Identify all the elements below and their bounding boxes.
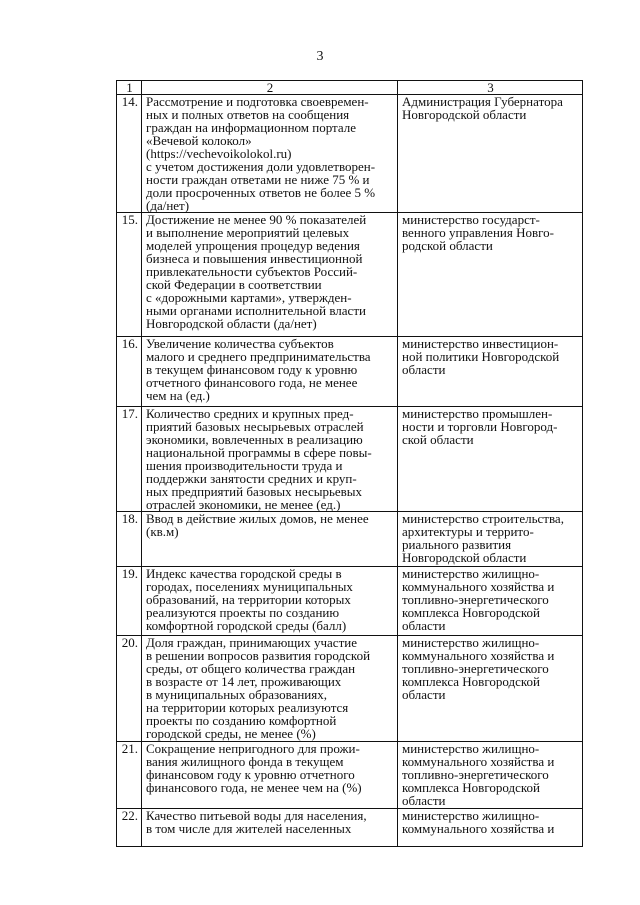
column-header-responsible: 3 bbox=[398, 81, 583, 95]
indicator-text: Ввод в действие жилых домов, не менее (кв.м) bbox=[142, 512, 398, 567]
row-number: 18. bbox=[117, 512, 142, 567]
row-number: 22. bbox=[117, 809, 142, 847]
table-row bbox=[117, 407, 583, 512]
column-header-indicator: 2 bbox=[142, 81, 398, 95]
row-number: 14. bbox=[117, 95, 142, 213]
table-row bbox=[117, 512, 583, 567]
responsible-body: министерство жилищно- коммунального хозяйства и bbox=[398, 809, 583, 847]
row-number: 21. bbox=[117, 742, 142, 809]
table-row bbox=[117, 95, 583, 213]
table-row bbox=[117, 809, 583, 847]
table-row bbox=[117, 636, 583, 742]
table-row bbox=[117, 213, 583, 337]
table-row bbox=[117, 337, 583, 407]
indicator-text: Увеличение количества субъектов малого и среднего предпринимательства в текущем финансовом году к уровню отчетного финансового года, не менее чем на (ед.) bbox=[142, 337, 398, 407]
responsible-body: министерство государст- венного управления Новго- родской области bbox=[398, 213, 583, 337]
indicator-text: Доля граждан, принимающих участие в решении вопросов развития городской среды, от общего количества граждан в возрасте от 14 лет, проживающих в муниципальных образованиях, на территории которых реализуются проекты по созданию комфортной городской среды, не менее (%) bbox=[142, 636, 398, 742]
table-header-row bbox=[117, 81, 583, 95]
table-row bbox=[117, 567, 583, 636]
row-number: 17. bbox=[117, 407, 142, 512]
indicator-text: Сокращение непригодного для прожи- вания жилищного фонда в текущем финансовом году к уровню отчетного финансового года, не менее чем на (%) bbox=[142, 742, 398, 809]
responsible-body: министерство строительства, архитектуры и террито- риального развития Новгородской области bbox=[398, 512, 583, 567]
indicator-text: Рассмотрение и подготовка своевремен- ных и полных ответов на сообщения граждан на информационном портале «Вечевой колокол» (https://vechevoikolokol.ru) с учетом достижения доли удовлетворен- ности граждан ответами не ниже 75 % и доли просроченных ответов не более 5 % (да/нет) bbox=[142, 95, 398, 213]
responsible-body: министерство жилищно- коммунального хозяйства и топливно-энергетического комплекса Новгородской области bbox=[398, 636, 583, 742]
responsible-body: Администрация Губернатора Новгородской области bbox=[398, 95, 583, 213]
page-number: 3 bbox=[316, 49, 324, 64]
indicator-text: Индекс качества городской среды в городах, поселениях муниципальных образований, на территории которых реализуются проекты по созданию комфортной городской среды (балл) bbox=[142, 567, 398, 636]
responsible-body: министерство инвестицион- ной политики Новгородской области bbox=[398, 337, 583, 407]
row-number: 19. bbox=[117, 567, 142, 636]
row-number: 20. bbox=[117, 636, 142, 742]
indicator-text: Качество питьевой воды для населения, в том числе для жителей населенных bbox=[142, 809, 398, 847]
row-number: 15. bbox=[117, 213, 142, 337]
responsible-body: министерство жилищно- коммунального хозяйства и топливно-энергетического комплекса Новгородской области bbox=[398, 567, 583, 636]
column-header-number: 1 bbox=[117, 81, 142, 95]
table-row bbox=[117, 742, 583, 809]
indicators-table bbox=[116, 80, 583, 847]
indicator-text: Количество средних и крупных пред- приятий базовых несырьевых отраслей экономики, вовлеченных в реализацию национальной программы в сфере повы- шения производительности труда и поддержки занятости средних и круп- ных предприятий базовых несырьевых отраслей экономики, не менее (ед.) bbox=[142, 407, 398, 512]
indicator-text: Достижение не менее 90 % показателей и выполнение мероприятий целевых моделей упрощения процедур ведения бизнеса и повышения инвестиционной привлекательности субъектов Россий- ской Федерации в соответствии с «дорожными картами», утвержден- ными органами исполнительной власти Новгородской области (да/нет) bbox=[142, 213, 398, 337]
responsible-body: министерство промышлен- ности и торговли Новгород- ской области bbox=[398, 407, 583, 512]
row-number: 16. bbox=[117, 337, 142, 407]
responsible-body: министерство жилищно- коммунального хозяйства и топливно-энергетического комплекса Новгородской области bbox=[398, 742, 583, 809]
